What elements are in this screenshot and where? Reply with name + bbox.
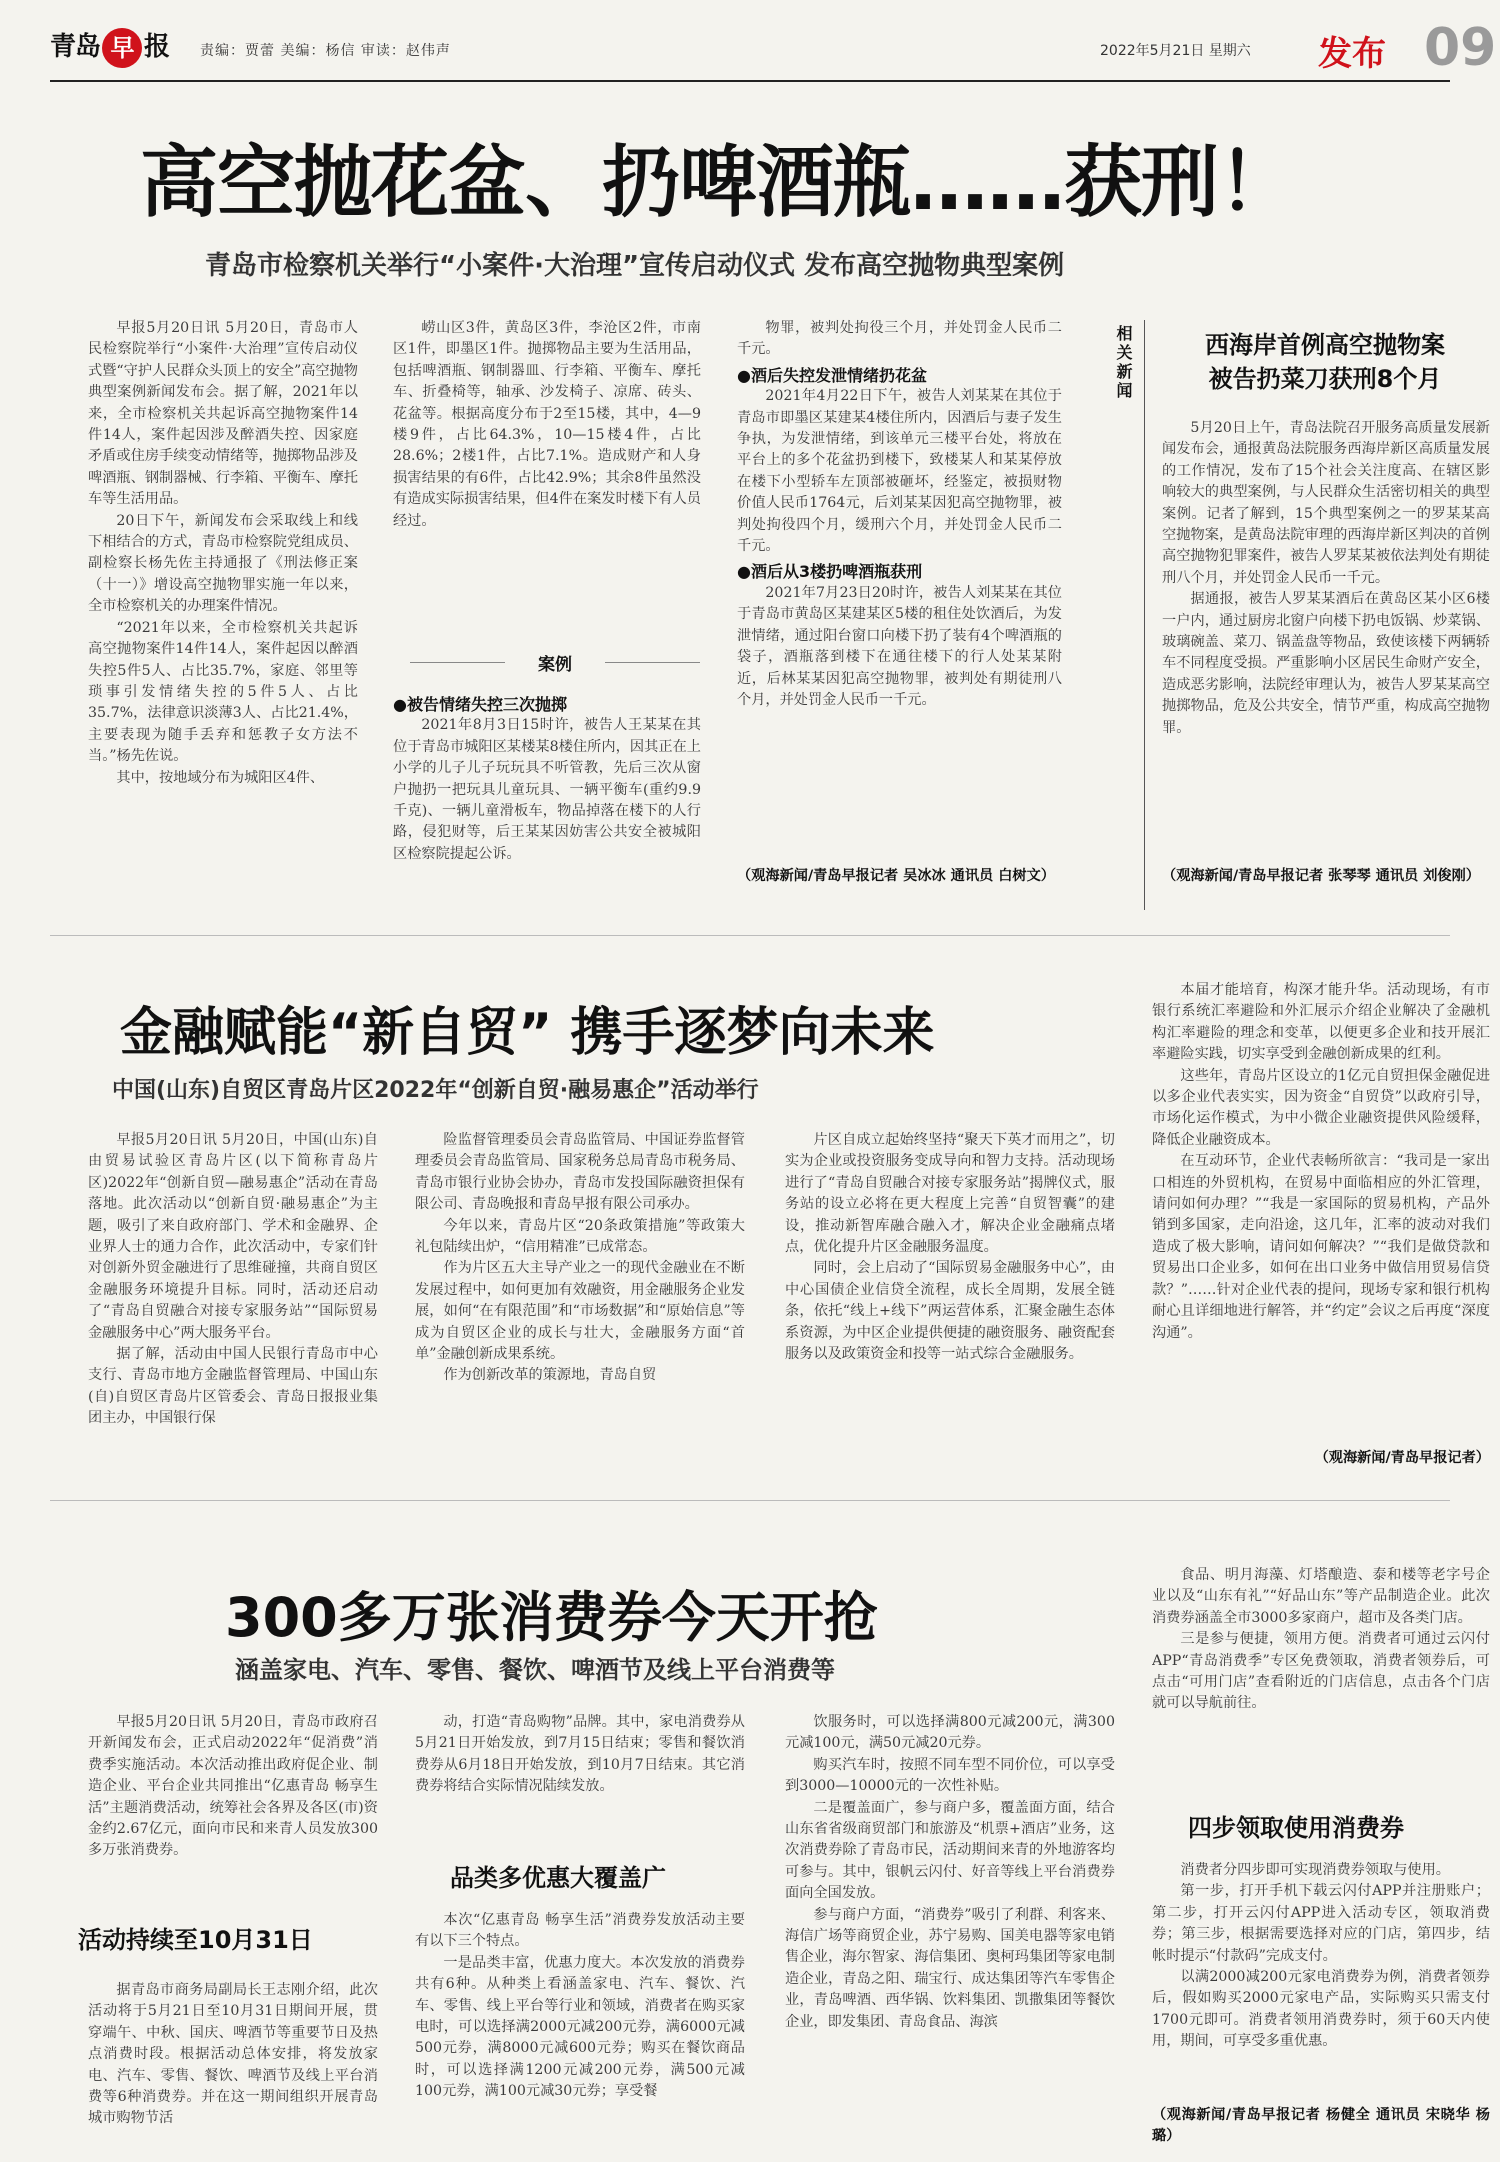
story2-column-4 <box>1152 980 1490 1445</box>
story3-column-4 <box>1152 1565 1490 1790</box>
newspaper-logo <box>50 26 169 68</box>
section-name: 发布 <box>1318 34 1386 74</box>
paragraph: 据通报，被告人罗某某酒后在黄岛区某小区6楼一户内，通过厨房北窗户向楼下扔电饭锅、炒菜锅、玻璃碗盖、菜刀、锅盖盘等物品，致使该楼下两辆轿车不同程度受损。严重影响小区居民生命财产安全，造成恶劣影响，法院经审理认为，被告人罗某某高空抛掷物品，危及公共安全，情节严重，构成高空抛物罪。 <box>1162 591 1490 736</box>
story3-subhead-1: 活动持续至10月31日 <box>78 1926 313 1954</box>
story1-case-1 <box>393 690 701 912</box>
story2-subhead: 中国(山东)自贸区青岛片区2022年“创新自贸·融易惠企”活动举行 <box>112 1078 759 1103</box>
story1-byline: （观海新闻/青岛早报记者 吴冰冰 通讯员 白树文） <box>737 868 1055 884</box>
case-label: 案例 <box>538 655 572 675</box>
story-separator <box>50 935 1450 936</box>
page-number: 09 <box>1424 18 1497 78</box>
paragraph: 5月20日上午，青岛法院召开服务高质量发展新闻发布会，通报黄岛法院服务西海岸新区高质量发展的工作情况，发布了15个社会关注度高、在辖区影响较大的典型案例，与人民群众生活密切相关的典型案例。记者了解到，15个典型案例之一的罗某某高空抛物案，是黄岛法院审理的西海岸新区判决的首例高空抛物犯罪案件，被告人罗某某被依法判处有期徒刑八个月，并处罚金人民币一千元。 <box>1162 420 1490 586</box>
paragraph: 三是参与便捷，领用方便。消费者可通过云闪付APP“青岛消费季”专区免费领取，消费者领券后，可点击“可用门店”查看附近的门店信息，点击各个门店就可以导航前往。 <box>1152 1631 1490 1712</box>
story3-column-4b <box>1152 1860 1490 2100</box>
case-divider <box>410 650 700 674</box>
paragraph: 食品、明月海藻、灯塔酿造、泰和楼等老字号企业以及“山东有礼”“好品山东”等产品制造企业。此次消费券涵盖全市3000多家商户，超市及各类门店。 <box>1152 1567 1490 1626</box>
story3-subhead: 涵盖家电、汽车、零售、餐饮、啤酒节及线上平台消费等 <box>235 1656 835 1684</box>
paragraph: 今年以来，青岛片区“20条政策措施”等政策大礼包陆续出炉，“信用精准”已成常态。 <box>415 1217 745 1256</box>
paragraph: 第一步，打开手机下载云闪付APP并注册账户；第二步，打开云闪付APP进入活动专区，领取消费券；第三步，根据需要选择对应的门店，第四步，结帐时提示“付款码”完成支付。 <box>1152 1883 1490 1964</box>
paragraph: 消费者分四步即可实现消费券领取与使用。 <box>1180 1862 1450 1878</box>
paragraph: 作为片区五大主导产业之一的现代金融业在不断发展过程中，如何更加有效融资，用金融服务企业发展，如何“在有限范围”和“市场数据”和“原始信息”等成为自贸区企业的成长与壮大，金融服务方面“首单”金融创新成果系统。 <box>415 1260 745 1363</box>
case-title: ●酒后失控发泄情绪扔花盆 <box>737 365 927 385</box>
story2-column-1 <box>88 1130 378 1470</box>
divider-line <box>605 662 700 663</box>
sidebar-divider <box>1144 320 1145 910</box>
paragraph: 据了解，活动由中国人民银行青岛市中心支行、青岛市地方金融监督管理局、中国山东(自)自贸区青岛片区管委会、青岛日报报业集团主办，中国银行保 <box>88 1346 378 1427</box>
paragraph: 购买汽车时，按照不同车型不同价位，可以享受到3000—10000元的一次性补贴。 <box>785 1756 1115 1795</box>
story1-column-3 <box>737 318 1062 908</box>
paragraph: 崂山区3件，黄岛区3件，李沧区2件，市南区1件，即墨区1件。抛掷物品主要为生活用品，包括啤酒瓶、钢制器皿、行李箱、平衡车、摩托车、折叠椅等，轴承、沙发椅子、凉席、砖头、花盆等。根据高度分布于2至15楼，其中，4—9楼9件，占比64.3%，10—15楼4件，占比28.6%；2楼1件，占比7.1%。造成财产和人身损害结果的有6件，占比42.9%；其余8件虽然没有造成实际损害结果，但4件在案发时楼下有人员经过。 <box>393 320 701 529</box>
story3-column-2 <box>415 1712 745 1822</box>
paragraph: 2021年4月22日下午，被告人刘某某在其位于青岛市即墨区某建某4楼住所内，因酒后与妻子发生争执，为发泄情绪，到该单元三楼平台处，将放在平台上的多个花盆扔到楼下，致楼某人和某某停放在楼下小型轿车左顶部被砸坏，经鉴定，被损财物价值人民币1764元，后刘某某因犯高空抛物罪，被判处拘役四个月，缓刑六个月，并处罚金人民币二千元。 <box>737 388 1062 555</box>
paragraph: 作为创新改革的策源地，青岛自贸 <box>443 1367 657 1384</box>
paragraph: 动，打造“青岛购物”品牌。其中，家电消费券从5月21日开始发放，到7月15日结束；零售和餐饮消费券从6月18日开始发放，到10月7日结束。其它消费券将结合实际情况陆续发放。 <box>415 1714 745 1795</box>
case-title: ●酒后从3楼扔啤酒瓶获刑 <box>737 562 923 582</box>
paragraph: 据青岛市商务局副局长王志刚介绍，此次活动将于5月21日至10月31日期间开展，贯穿端午、中秋、国庆、啤酒节等重要节日及热点消费时段。根据活动总体安排，将发放家电、汽车、零售、餐饮、啤酒节及线上平台消费等6种消费券。并在这一期间组织开展青岛城市购物节活 <box>88 1982 378 2127</box>
paragraph: 参与商户方面，“消费券”吸引了利群、利客来、海信广场等商贸企业，苏宁易购、国美电器等家电销售企业，海尔智家、海信集团、奥柯玛集团等家电制造企业，青岛之阳、瑞宝行、成达集团等汽车零售企业，青岛啤酒、西华锅、饮料集团、凯撒集团等餐饮企业，即发集团、青岛食品、海滨 <box>785 1906 1115 2030</box>
sidebar-title <box>1160 328 1490 396</box>
sidebar-title-line: 被告扔菜刀获刑8个月 <box>1208 365 1442 393</box>
sidebar-body <box>1162 418 1490 868</box>
masthead <box>50 18 1497 78</box>
paragraph: 早报5月20日讯 5月20日，青岛市政府召开新闻发布会，正式启动2022年“促消费”消费季实施活动。本次活动推出政府促企业、制造企业、平台企业共同推出“亿惠青岛 畅享生活”主题消费活动，统筹社会各界及各区(市)资金约2.67亿元，面向市民和来青人员发放300多万张消费券。 <box>88 1714 378 1859</box>
story1-column-1 <box>88 318 358 908</box>
story2-column-2 <box>415 1130 745 1470</box>
paragraph: 同时，会上启动了“国际贸易金融服务中心”，由中心国债企业信贷全流程，成长全周期，发展全链条，依托“线上+线下”两运营体系，汇聚金融生态体系资源，为中区企业提供便捷的融资服务、融资配套服务以及政策资金和投等一站式综合金融服务。 <box>785 1260 1115 1363</box>
paragraph: 其中，按地域分布为城阳区4件、 <box>116 769 325 786</box>
story3-subhead-2: 品类多优惠大覆盖广 <box>450 1864 666 1892</box>
paragraph: 片区自成立起始终坚持“聚天下英才而用之”，切实为企业或投资服务变成导向和智力支持。活动现场进行了“青岛自贸融合对接专家服务站”揭牌仪式，服务站的设立必将在更大程度上完善“自贸智囊”的建设，推动新智库融合融入才，解决企业金融痛点堵点，优化提升片区金融服务温度。 <box>785 1132 1115 1256</box>
paragraph: 在互动环节，企业代表畅所欲言：“我司是一家出口相连的外贸机构，在贸易中面临相应的外汇管理，请问如何办理？”“我是一家国际的贸易机构，产品外销到多国家，走向沿途，这几年，汇率的波动对我们造成了极大影响，请问如何解决？”“我们是做贷款和贸易出口企业多，如何在出口业务中做信用贸易信贷款？”……针对企业代表的提问，现场专家和银行机构耐心且详细地进行解答，并“约定”会议之后再度“深度沟通”。 <box>1152 1153 1490 1341</box>
story3-headline: 300多万张消费券今天开抢 <box>225 1586 878 1649</box>
paragraph: 这些年，青岛片区设立的1亿元自贸担保金融促进以多企业代表实实，因为资金“自贸贷”以政府引导，市场化运作模式，为中小微企业融资提供风险缓释，降低企业融资成本。 <box>1152 1067 1490 1148</box>
paragraph: 饮服务时，可以选择满800元减200元，满300元减100元，满50元减20元券。 <box>785 1714 1115 1752</box>
paragraph: 二是覆盖面广，参与商户多，覆盖面方面，结合山东省省级商贸部门和旅游及“机票+酒店”业务，这次消费券除了青岛市民，活动期间来青的外地游客均可参与。其中，银帆云闪付、好音等线上平台消费券面向全国发放。 <box>785 1799 1115 1902</box>
story1-headline: 高空抛花盆、扔啤酒瓶……获刑！ <box>140 138 1296 228</box>
paragraph: 早报5月20日讯 5月20日，中国(山东)自由贸易试验区青岛片区(以下简称青岛片区)2022年“创新自贸—融易惠企”活动在青岛落地。此次活动以“创新自贸·融易惠企”为主题，吸引了来自政府部门、学术和金融界、企业界人士的通力合作，此次活动中，专家们针对创新外贸金融进行了思维碰撞，共商自贸区金融服务环境提升目标。同时，活动还启动了“青岛自贸融合对接专家服务站”“国际贸易金融服务中心”两大服务平台。 <box>88 1132 378 1341</box>
story2-column-3 <box>785 1130 1115 1470</box>
paragraph: 险监督管理委员会青岛监管局、中国证券监督管理委员会青岛监管局、国家税务总局青岛市税务局、青岛市银行业协会协办，青岛市发投国际融资担保有限公司、青岛晚报和青岛早报有限公司承办。 <box>415 1132 745 1213</box>
story3-column-1b <box>88 1980 378 2155</box>
paragraph: 以满2000减200元家电消费券为例，消费者领券后，假如购买2000元家电产品，实际购买只需支付1700元即可。消费者领用消费券时，须于60天内使用，期间，可享受多重优惠。 <box>1152 1969 1490 2050</box>
story2-byline: （观海新闻/青岛早报记者） <box>1314 1450 1490 1466</box>
sidebar-title-line: 西海岸首例高空抛物案 <box>1205 331 1445 359</box>
story3-column-1 <box>88 1712 378 1887</box>
logo-text-left: 青岛 <box>50 32 101 62</box>
story1-column-2 <box>393 318 701 618</box>
paragraph: 20日下午，新闻发布会采取线上和线下相结合的方式，青岛市检察院党组成员、副检察长杨先佐主持通报了《刑法修正案（十一）》增设高空抛物罪实施一年以来，全市检察机关的办理案件情况。 <box>88 512 358 615</box>
issue-date: 2022年5月21日 星期六 <box>1100 43 1251 59</box>
editor-credits: 责编：贾蕾 美编：杨信 审读：赵伟声 <box>200 43 451 59</box>
paragraph: 2021年7月23日20时许，被告人刘某某在其位于青岛市黄岛区某建某区5楼的租住处饮酒后，为发泄情绪，通过阳台窗口向楼下扔了装有4个啤酒瓶的袋子，酒瓶落到楼下在通往楼下的行人处某某附近，后林某某因犯高空抛物罪，被判处有期徒刑八个月，并处罚金人民币一千元。 <box>737 584 1062 708</box>
story-separator <box>50 1500 1450 1501</box>
paragraph: 一是品类丰富，优惠力度大。本次发放的消费券共有6种。从种类上看涵盖家电、汽车、餐饮、汽车、零售、线上平台等行业和领域，消费者在购买家电时，可以选择满2000元减200元券，满6000元减500元券，满8000元减600元券；购买在餐饮商品时，可以选择满1200元减200元券，满500元减100元券，满100元减30元券；享受餐 <box>415 1954 745 2100</box>
logo-badge: 早 <box>102 28 142 68</box>
paragraph: “2021年以来，全市检察机关共起诉高空抛物案件14件14人，案件起因以醉酒失控5件5人、占比35.7%，家庭、邻里等琐事引发情绪失控的5件5人、占比35.7%，法律意识淡薄3人、占比21.4%，主要表现为随手丢弃和惩教子女方法不当。”杨先佐说。 <box>88 619 358 765</box>
story2-headline: 金融赋能“新自贸” 携手逐梦向未来 <box>120 1003 935 1063</box>
paragraph: 本次“亿惠青岛 畅享生活”消费券发放活动主要有以下三个特点。 <box>415 1912 745 1950</box>
paragraph: 早报5月20日讯 5月20日，青岛市人民检察院举行“小案件·大治理”宣传启动仪式暨“守护人民群众头顶上的安全”高空抛物典型案例新闻发布会。据了解，2021年以来，全市检察机关共起诉高空抛物案件14件14人，案件起因涉及醉酒失控、因家庭矛盾或住房手续变动情绪等，抛掷物品涉及啤酒瓶、钢制器械、行李箱、平衡车、摩托车等生活用品。 <box>88 320 358 508</box>
story3-byline: （观海新闻/青岛早报记者 杨健全 通讯员 宋晓华 杨璐） <box>1152 2107 1490 2145</box>
story3-column-2b <box>415 1910 745 2155</box>
logo-text-right: 报 <box>144 32 170 62</box>
paragraph: 本届才能培育，构深才能升华。活动现场，有市银行系统汇率避险和外汇展示介绍企业解决了金融机构汇率避险的理念和变革，以便更多企业和技开展汇率避险实践，切实享受到金融创新成果的红利。 <box>1152 982 1490 1063</box>
story3-column-3 <box>785 1712 1115 2155</box>
sidebar-byline: （观海新闻/青岛早报记者 张琴琴 通讯员 刘俊刚） <box>1162 868 1480 884</box>
paragraph: 2021年8月3日15时许，被告人王某某在其位于青岛市城阳区某楼某8楼住所内，因其正在上小学的儿子儿子玩玩具不听管教，先后三次从窗户抛扔一把玩具儿童玩具、一辆平衡车(重约9.9千克)、一辆儿童滑板车，物品掉落在楼下的人行路，侵犯财等，后王某某因妨害公共安全被城阳区检察院提起公诉。 <box>393 717 701 862</box>
divider-line <box>410 662 505 663</box>
story1-subhead: 青岛市检察机关举行“小案件·大治理”宣传启动仪式 发布高空抛物典型案例 <box>205 251 1065 281</box>
masthead-rule <box>50 80 1450 82</box>
case-title: ●被告情绪失控三次抛掷 <box>393 695 567 714</box>
related-news-tag: 相关新闻 <box>1114 325 1133 401</box>
paragraph: 物罪，被判处拘役三个月，并处罚金人民币二千元。 <box>737 320 1062 358</box>
story3-box-title: 四步领取使用消费券 <box>1188 1814 1404 1842</box>
